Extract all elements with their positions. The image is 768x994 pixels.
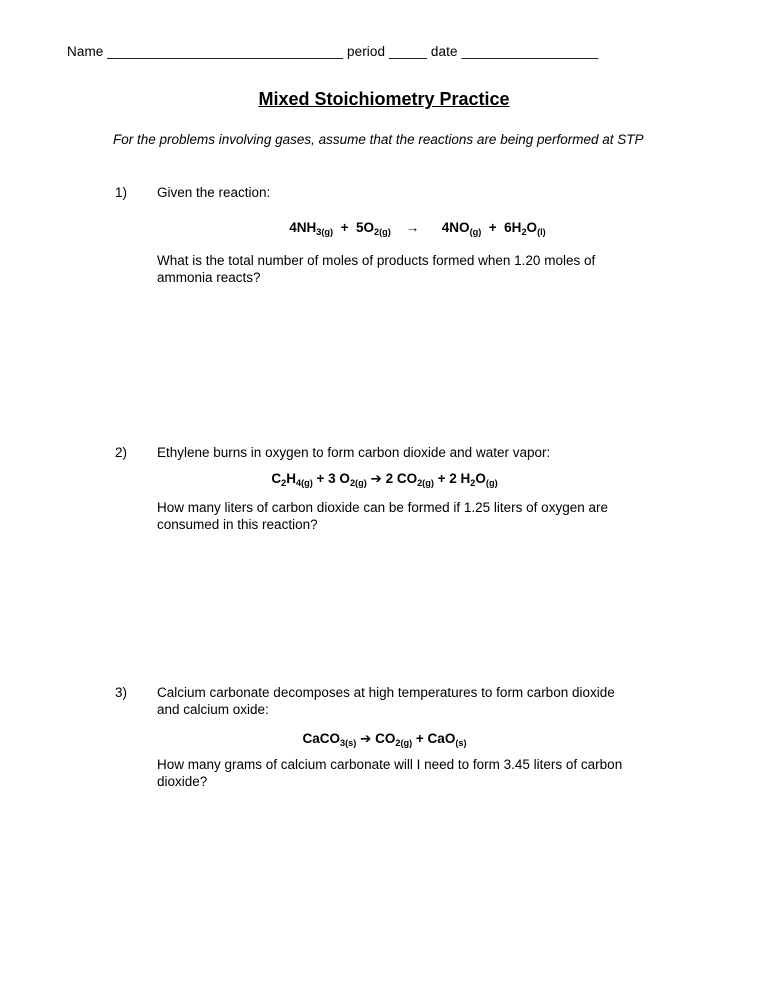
problem-1-number: 1) — [115, 185, 128, 200]
date-blank-line: __________________ — [461, 44, 599, 59]
period-label: period — [347, 44, 386, 59]
name-label: Name — [67, 44, 104, 59]
name-blank-line: _______________________________ — [107, 44, 344, 59]
problem-2-number: 2) — [115, 445, 128, 460]
problem-2-equation: $C_2H_{4(g)} + 3$ $O_{2(g)}$ ➔ 2 $CO_{2(g)} + 2$ $H_2O_{(g)}$ — [271, 471, 498, 488]
page-title: Mixed Stoichiometry Practice — [258, 89, 510, 109]
problem-1-equation: $4NH_{3(g)} + 5O_{2(g)}$ → $4NO_{(g)} + 6H_2O_{(l)}$ — [289, 220, 546, 237]
instructions-text: For the problems involving gases, assume that the reactions are being performed at STP — [113, 132, 644, 147]
problem-3-prompt: Calcium carbonate decomposes at high temperatures to form carbon dioxide and calcium oxide: — [157, 685, 615, 717]
problem-2-question: How many liters of carbon dioxide can be formed if 1.25 liters of oxygen are consumed in this reaction? — [157, 500, 608, 532]
problem-3-question: How many grams of calcium carbonate will I need to form 3.45 liters of carbon dioxide? — [157, 757, 623, 789]
date-label: date — [430, 44, 458, 59]
problem-1-prompt: Given the reaction: — [157, 185, 271, 200]
problem-2-prompt: Ethylene burns in oxygen to form carbon dioxide and water vapor: — [157, 445, 551, 460]
name-period-date-row — [67, 44, 598, 59]
period-blank-line: _____ — [389, 44, 428, 59]
problem-3-number: 3) — [115, 685, 128, 700]
problem-1-question: What is the total number of moles of products formed when 1.20 moles of ammonia reacts? — [157, 253, 596, 285]
problem-3-equation: CaCO$_{3(s)}$ ➔ $CO_{2(g)} + CaO_{(s)}$ — [302, 731, 467, 748]
